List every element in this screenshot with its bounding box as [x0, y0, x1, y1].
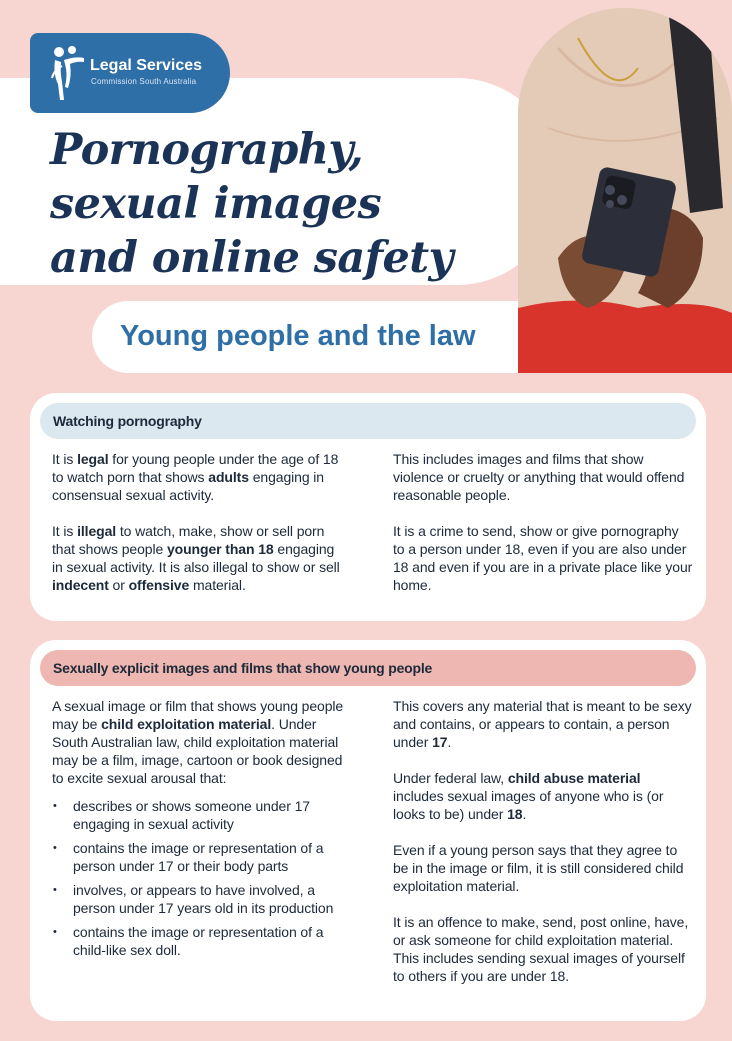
paragraph: A sexual image or film that shows young people may be child exploitation material. Under South Australian law, child exploitation material may be a film, image, cartoon or book designed to excite sexual arousal that: — [52, 698, 344, 786]
paragraph: It is illegal to watch, make, show or sell porn that shows people younger than 18 engaging in sexual activity. It is also illegal to show or sell indecent or offensive material. — [52, 523, 340, 593]
page-subtitle: Young people and the law — [120, 320, 476, 352]
paragraph: It is legal for young people under the age of 18 to watch porn that shows adults engaging in consensual sexual activity. — [52, 451, 339, 503]
list-item: • describes or shows someone under 17 engaging in sexual activity — [52, 797, 352, 833]
left-column — [52, 697, 352, 965]
paragraph: Even if a young person says that they agree to be in the image or film, it is still considered child exploitation material. — [393, 842, 684, 894]
paragraph: It is a crime to send, show or give pornography to a person under 18, even if you are also under 18 and even if you are in a private place like your home. — [393, 523, 693, 593]
right-column — [393, 450, 693, 612]
list-item: • involves, or appears to have involved, a person under 17 years old in its production — [52, 881, 352, 917]
right-column — [393, 697, 693, 1003]
legal-services-logo-icon — [50, 44, 86, 102]
photo-illustration — [518, 8, 732, 373]
list-item: • contains the image or representation of a person under 17 or their body parts — [52, 839, 352, 875]
bullet-list — [52, 797, 352, 959]
section-sexually-explicit-images — [30, 640, 706, 1021]
logo-name: Legal Services — [90, 57, 203, 74]
section-heading-bar — [40, 403, 696, 439]
left-column — [52, 450, 342, 612]
section-heading: Sexually explicit images and films that show young people — [53, 660, 433, 676]
section-watching-pornography — [30, 393, 706, 621]
title-line: sexual images — [50, 179, 382, 229]
logo-badge — [30, 33, 230, 113]
paragraph: This includes images and films that show violence or cruelty or anything that would offend reasonable people. — [393, 451, 685, 503]
person-with-phone-photo — [518, 8, 732, 373]
paragraph: This covers any material that is meant to be sexy and contains, or appears to contain, a person under 17. — [393, 698, 692, 750]
title-line: Pornography, — [50, 125, 364, 175]
list-item: • contains the image or representation of a child-like sex doll. — [52, 923, 352, 959]
section-heading-bar — [40, 650, 696, 686]
paragraph: It is an offence to make, send, post online, have, or ask someone for child exploitation material. This includes sending sexual images of yourself to others if you are under 18. — [393, 914, 689, 984]
logo-subtitle: Commission South Australia — [91, 77, 197, 86]
title-line: and online safety — [50, 233, 453, 283]
page-title — [50, 123, 453, 285]
section-heading: Watching pornography — [53, 413, 202, 429]
paragraph: Under federal law, child abuse material includes sexual images of anyone who is (or looks to be) under 18. — [393, 770, 664, 822]
